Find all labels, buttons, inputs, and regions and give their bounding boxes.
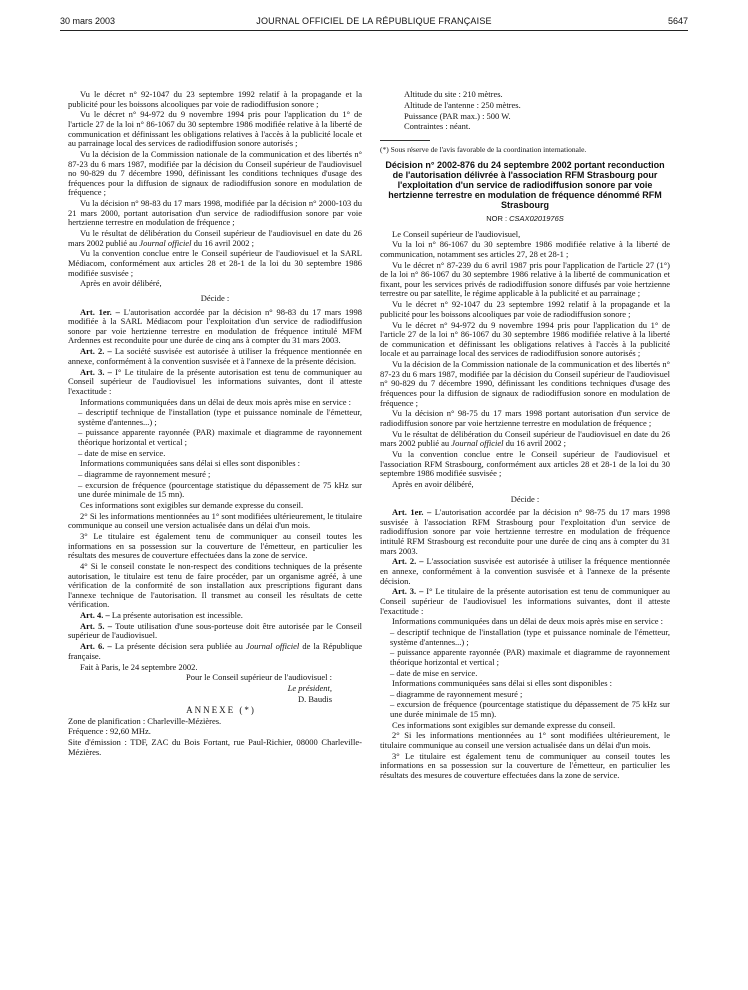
article-6 bbox=[68, 642, 362, 661]
info-note: Ces informations sont exigibles sur demande expresse du conseil. bbox=[392, 719, 616, 730]
visa-paragraph bbox=[68, 229, 362, 248]
signature-authority: Pour le Conseil supérieur de l'audiovisuel : bbox=[185, 672, 332, 683]
list-item: – diagramme de rayonnement mesuré ; bbox=[390, 688, 523, 699]
list-item: – diagramme de rayonnement mesuré ; bbox=[78, 469, 211, 480]
spec-line: Contraintes : néant. bbox=[404, 121, 471, 132]
annexe-line: Fréquence : 92,60 MHz. bbox=[68, 726, 151, 737]
numbered-paragraph: 4° Si le conseil constate le non-respect des conditions techniques de la présente autorisation, le titulaire est tenu de faire procéder, par un organisme agréé, à une vérification de la conformité de son installation aux prescriptions figurant dans l'annexe technique de l'autorisation. Il transmet au conseil les résultats de cette vérification. bbox=[68, 560, 362, 610]
journal-reference: Journal officiel bbox=[139, 237, 192, 248]
visa-paragraph: Vu la décision n° 98-75 du 17 mars 1998 portant autorisation d'un service de radiodiffusion sonore par voie hertzienne terrestre en modulation de fréquence ; bbox=[380, 408, 670, 428]
spec-line: Altitude du site : 210 mètres. bbox=[404, 89, 503, 99]
numbered-paragraph: 3° Le titulaire est également tenu de communiquer au conseil toutes les informations en sa possession sur la couverture de l'émetteur, en particulier les résultats des mesures de couverture effectuées dans la zone de service. bbox=[380, 750, 670, 780]
list-item: – date de mise en service. bbox=[390, 667, 478, 678]
technical-specs bbox=[404, 90, 670, 132]
info-note: Ces informations sont exigibles sur demande expresse du conseil. bbox=[80, 499, 304, 510]
list-item: – date de mise en service. bbox=[78, 447, 166, 458]
visa-text: du 16 avril 2002 ; bbox=[191, 237, 255, 248]
article-text: La société susvisée est autorisée à utiliser la fréquence mentionnée en annexe, conformément à la convention susvisée et à l'annexe de la présente décision. bbox=[68, 346, 362, 366]
visa-paragraph: Vu le décret n° 92-1047 du 23 septembre 1992 relatif à la propagande et la publicité pour les boissons alcooliques par voie de radiodiffusion sonore ; bbox=[68, 89, 362, 109]
nor-reference bbox=[380, 214, 670, 224]
article-3 bbox=[380, 587, 670, 616]
visa-paragraph bbox=[380, 430, 670, 449]
list-item: – excursion de fréquence (pourcentage statistique du dépassement de 75 kHz sur une durée minimale de 15 mn). bbox=[78, 479, 362, 500]
journal-reference: Journal officiel bbox=[246, 641, 300, 652]
visa-paragraph: Vu le décret n° 94-972 du 9 novembre 1994 pris pour l'application du 1° de l'article 27 de la loi n° 86-1067 du 30 septembre 1986 modifiée relative à la liberté de communication et définissant les obligations relatives à l'accès à la publicité locale et au parrainage local des services de radiodiffusion sonore autorisés ; bbox=[380, 319, 670, 359]
signature-place-date: Fait à Paris, le 24 septembre 2002. bbox=[80, 661, 198, 672]
article-text: Toute utilisation d'une sous-porteuse doit être autorisée par le Conseil supérieur de l'audiovisuel. bbox=[68, 620, 362, 641]
spec-line: Altitude de l'antenne : 250 mètres. bbox=[404, 99, 521, 110]
visa-paragraph: Vu la décision n° 98-83 du 17 mars 1998, modifiée par la décision n° 2000-103 du 21 mars 2000, portant autorisation d'un service de radiodiffusion sonore par voie hertzienne terrestre en modulation de fréquence ; bbox=[68, 198, 362, 228]
numbered-paragraph: 2° Si les informations mentionnées au 1° sont modifiées ultérieurement, le titulaire communique au conseil une version actualisée dans un délai d'un mois. bbox=[380, 730, 670, 751]
article-text: La présente autorisation est incessible. bbox=[109, 610, 243, 621]
left-column bbox=[68, 90, 362, 758]
article-label: Art. 2. – bbox=[392, 556, 424, 567]
list-item: – descriptif technique de l'installation (type et puissance nominale de l'émetteur, système d'antennes...) ; bbox=[78, 407, 362, 427]
article-text: L'autorisation accordée par la décision n° 98-83 du 17 mars 1998 modifiée à la SARL Médiacom pour l'exploitation d'un service de radiodiffusion sonore par voie hertzienne terrestre en modulation de fréquence intitulé MFM Ardennes est reconduite pour une durée de cinq ans à compter du 31 mars 2003. bbox=[68, 306, 362, 346]
signature-title: Le président, bbox=[287, 683, 332, 694]
article-2 bbox=[68, 347, 362, 366]
annexe-line: Site d'émission : TDF, ZAC du Bois Fortant, rue Paul-Richier, 08000 Charleville-Mézières. bbox=[68, 737, 362, 757]
journal-reference: Journal officiel bbox=[451, 438, 504, 449]
decision-title: Décision n° 2002-876 du 24 septembre 2002 portant reconduction de l'autorisation délivrée à l'association RFM Strasbourg pour l'exploitation d'un service de radiodiffusion sonore par voie hertzienne terrestre en modulation de fréquence dénommé RFM Strasbourg bbox=[385, 159, 665, 210]
info-heading: Informations communiquées dans un délai de deux mois après mise en service : bbox=[80, 396, 351, 407]
deliberation-line: Après en avoir délibéré, bbox=[392, 479, 474, 490]
list-item: – puissance apparente rayonnée (PAR) maximale et diagramme de rayonnement théorique horizontal et vertical ; bbox=[78, 427, 362, 448]
article-text: I° Le titulaire de la présente autorisation est tenu de communiquer au Conseil supérieur de l'audiovisuel les informations suivantes, dont il atteste l'exactitude : bbox=[380, 586, 670, 616]
article-text: L'association susvisée est autorisée à utiliser la fréquence mentionnée en annexe, conformément à la convention susvisée et à l'annexe de la présente décision. bbox=[380, 556, 670, 586]
article-1 bbox=[68, 308, 362, 346]
numbered-paragraph: 2° Si les informations mentionnées au 1° sont modifiées ultérieurement, le titulaire communique au conseil une version actualisée dans un délai d'un mois. bbox=[68, 510, 362, 531]
visa-text: du 16 avril 2002 ; bbox=[503, 438, 567, 449]
visa-text: Vu le résultat de délibération du Conseil supérieur de l'audiovisuel en date du 26 mars 2002 publié au bbox=[68, 228, 362, 248]
right-column bbox=[380, 90, 670, 782]
header-journal-title: JOURNAL OFFICIEL DE LA RÉPUBLIQUE FRANÇAISE bbox=[256, 16, 492, 26]
article-text: de la République française. bbox=[68, 641, 362, 661]
annexe-heading: ANNEXE (*) bbox=[186, 704, 256, 715]
article-label: Art. 1er. – bbox=[80, 306, 120, 317]
nor-code: CSAX0201976S bbox=[509, 213, 564, 223]
article-1 bbox=[380, 508, 670, 556]
info-heading: Informations communiquées dans un délai de deux mois après mise en service : bbox=[392, 616, 663, 627]
article-label: Art. 2. – bbox=[80, 346, 112, 357]
visa-paragraph: Vu la décision de la Commission nationale de la communication et des libertés n° 87-23 du 6 mars 1987, modifiée par la décision du Conseil supérieur de l'audiovisuel no 90-829 du 7 décembre 1990, définissant les conditions techniques d'usage des fréquences pour la diffusion de signaux de radiodiffusion sonore en modulation de fréquence ; bbox=[68, 148, 362, 198]
info-heading: Informations communiquées sans délai si elles sont disponibles : bbox=[80, 458, 301, 469]
article-text: I° Le titulaire de la présente autorisation est tenu de communiquer au Conseil supérieur de l'audiovisuel les informations suivantes, dont il atteste l'exactitude : bbox=[68, 366, 362, 396]
decide-heading: Décide : bbox=[510, 493, 540, 504]
article-3 bbox=[68, 368, 362, 397]
article-label: Art. 6. – bbox=[80, 641, 112, 652]
spec-line: Puissance (PAR max.) : 500 W. bbox=[404, 110, 511, 121]
visa-paragraph: Vu la décision de la Commission nationale de la communication et des libertés n° 87-23 du 6 mars 1987, modifiée par la décision du Conseil supérieur de l'audiovisuel n° 90-829 du 7 décembre 1990, définissant les conditions techniques d'usage des fréquences pour la diffusion de signaux de radiodiffusion sonore en modulation de fréquence ; bbox=[380, 359, 670, 408]
info-heading: Informations communiquées sans délai si elles sont disponibles : bbox=[392, 678, 613, 689]
visa-paragraph: Vu la convention conclue entre le Conseil supérieur de l'audiovisuel et la SARL Médiacom, conformément aux articles 28 et 28-1 de la loi du 30 septembre 1986 modifiée susvisée ; bbox=[68, 248, 362, 278]
annexe-line: Zone de planification : Charleville-Mézières. bbox=[68, 715, 222, 726]
visa-paragraph: Le Conseil supérieur de l'audiovisuel, bbox=[392, 228, 521, 239]
article-label: Art. 3. – bbox=[392, 586, 424, 597]
list-item: – puissance apparente rayonnée (PAR) maximale et diagramme de rayonnement théorique horizontal et vertical ; bbox=[390, 647, 670, 667]
visa-paragraph: Vu la convention conclue entre le Conseil supérieur de l'audiovisuel et l'association RFM Strasbourg, conformément aux articles 28 et 28-1 de la loi du 30 septembre 1986 modifiée susvisée ; bbox=[380, 449, 670, 479]
visa-paragraph: Vu le décret n° 94-972 du 9 novembre 1994 pris pour l'application du 1° de l'article 27 de la loi n° 86-1067 du 30 septembre 1986 modifiée relative à la liberté de communication et définissant les obligations relatives à l'accès à la publicité locale et au parrainage local des services de radiodiffusion sonore autorisés ; bbox=[68, 109, 362, 149]
visa-paragraph: Vu le décret n° 92-1047 du 23 septembre 1992 relatif à la propagande et la publicité pour les boissons alcooliques par voie de radiodiffusion sonore ; bbox=[380, 299, 670, 319]
article-label: Art. 1er. – bbox=[392, 507, 432, 518]
article-5 bbox=[68, 622, 362, 641]
decide-heading: Décide : bbox=[200, 293, 230, 303]
article-4 bbox=[68, 611, 362, 621]
footnote-rule bbox=[380, 140, 430, 141]
signature-name: D. Baudis bbox=[298, 693, 332, 704]
visa-paragraph: Vu le décret n° 87-239 du 6 avril 1987 pris pour l'application de l'article 27 (1°) de la loi n° 86-1067 du 30 septembre 1986 relative à la liberté de communication et fixant, pour les services privés de radiodiffusion sonore diffusés par voie hertzienne terrestre ou par satellite, le régime applicable à la publicité et au parrainage ; bbox=[380, 259, 670, 299]
article-label: Art. 4. – bbox=[80, 610, 110, 621]
article-2 bbox=[380, 557, 670, 586]
numbered-paragraph: 3° Le titulaire est également tenu de communiquer au conseil toutes les informations en sa possession sur la couverture de l'émetteur, en particulier les résultats des mesures de couverture effectuées dans la zone de service. bbox=[68, 530, 362, 561]
article-text: L'autorisation accordée par la décision n° 98-75 du 17 mars 1998 susvisée à l'association RFM Strasbourg pour l'exploitation d'un service de radiodiffusion sonore par voie hertzienne terrestre en modulation de fréquence intitulé RFM Strasbourg est reconduite pour une durée de cinq ans à compter du 31 mars 2003. bbox=[380, 507, 670, 556]
header-rule bbox=[60, 30, 688, 31]
list-item: – excursion de fréquence (pourcentage statistique du dépassement de 75 kHz sur une durée minimale de 15 mn). bbox=[390, 699, 670, 720]
footnote: (*) Sous réserve de l'avis favorable de la coordination internationale. bbox=[380, 144, 587, 154]
visa-text: Vu le résultat de délibération du Conseil supérieur de l'audiovisuel en date du 26 mars 2002 publié au bbox=[380, 428, 670, 449]
article-label: Art. 5. – bbox=[80, 620, 112, 631]
list-item: – descriptif technique de l'installation (type et puissance nominale de l'émetteur, système d'antennes...) ; bbox=[390, 627, 670, 647]
nor-label: NOR : bbox=[486, 213, 510, 223]
header-page-number: 5647 bbox=[667, 16, 688, 26]
article-text: La présente décision sera publiée au bbox=[111, 641, 247, 652]
article-label: Art. 3. – bbox=[80, 366, 112, 377]
visa-paragraph: Vu la loi n° 86-1067 du 30 septembre 1986 modifiée relative à la liberté de communication, notamment ses articles 27, 28 et 28-1 ; bbox=[380, 239, 670, 259]
deliberation-line: Après en avoir délibéré, bbox=[80, 278, 162, 289]
header-date: 30 mars 2003 bbox=[60, 16, 116, 26]
